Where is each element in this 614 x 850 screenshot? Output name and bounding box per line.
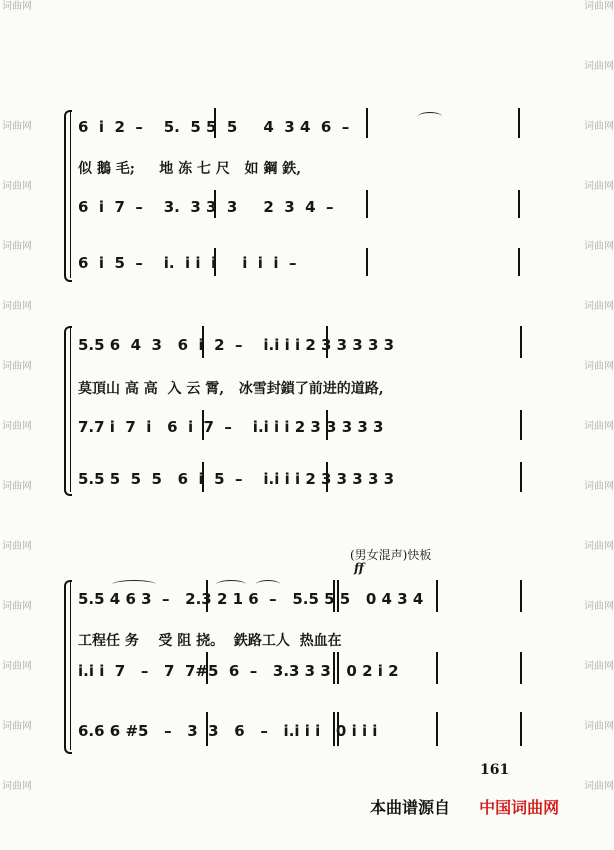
watermark-text: 词曲网 bbox=[584, 121, 614, 132]
slur bbox=[112, 580, 156, 589]
watermark-text: 词曲网 bbox=[584, 781, 614, 792]
slur bbox=[216, 580, 246, 589]
watermark-text: 词曲网 bbox=[584, 1, 614, 12]
watermark-text: 词曲网 bbox=[584, 721, 614, 732]
system-barline-start bbox=[70, 326, 71, 492]
notation-line-alto: 7.7 i 7 i 6 i 7 – i.i i i 2 3 3 3 3 3 bbox=[78, 418, 384, 436]
watermark-text: 词曲网 bbox=[2, 721, 32, 732]
page-number: 161 bbox=[480, 762, 510, 778]
barline bbox=[366, 190, 368, 218]
watermark-text: 词曲网 bbox=[2, 781, 32, 792]
watermark-text: 词曲网 bbox=[584, 601, 614, 612]
watermark-text: 词曲网 bbox=[584, 61, 614, 72]
barline bbox=[518, 108, 520, 138]
watermark-text: 词曲网 bbox=[584, 541, 614, 552]
barline bbox=[520, 462, 522, 492]
watermark-text: 词曲网 bbox=[2, 121, 32, 132]
watermark-text: 词曲网 bbox=[2, 541, 32, 552]
barline bbox=[436, 580, 438, 612]
watermark-text: 词曲网 bbox=[584, 181, 614, 192]
slur bbox=[418, 112, 442, 121]
barline bbox=[518, 190, 520, 218]
barline bbox=[520, 410, 522, 440]
watermark-text: 词曲网 bbox=[2, 661, 32, 672]
notation-line-soprano: 6 i 2 – 5. 5 5 5 4 3 4 6 – bbox=[78, 118, 350, 136]
notation-line-bass: 5.5 5 5 5 6 i 5 – i.i i i 2 3 3 3 3 3 bbox=[78, 470, 395, 488]
system-barline-start bbox=[70, 580, 71, 750]
watermark-text: 词曲网 bbox=[2, 481, 32, 492]
lyric-line: 工程任 务 受 阻 挠。 鉄路工人 热血在 bbox=[78, 633, 342, 649]
notation-line-bass: 6.6 6 #5 – 3 3 6 – i.i i i 0 i i i bbox=[78, 722, 378, 740]
watermark-text: 词曲网 bbox=[2, 1, 32, 12]
watermark-text: 词曲网 bbox=[584, 241, 614, 252]
barline bbox=[520, 652, 522, 684]
barline bbox=[436, 652, 438, 684]
watermark-text: 词曲网 bbox=[2, 181, 32, 192]
tempo-marking: (男女混声)快板 bbox=[350, 548, 432, 562]
watermark-left bbox=[0, 0, 32, 850]
watermark-text: 词曲网 bbox=[584, 421, 614, 432]
notation-line-alto: i.i i 7 – 7 7#5 6 – 3.3 3 3 0 2 i 2 bbox=[78, 662, 399, 680]
notation-line-alto: 6 i 7 – 3. 3 3 3 2 3 4 – bbox=[78, 198, 334, 216]
barline bbox=[520, 712, 522, 746]
watermark-text: 词曲网 bbox=[584, 361, 614, 372]
slur bbox=[256, 580, 280, 589]
barline bbox=[436, 712, 438, 746]
barline bbox=[518, 248, 520, 276]
watermark-text: 词曲网 bbox=[2, 601, 32, 612]
watermark-text: 词曲网 bbox=[584, 661, 614, 672]
footer-site-link[interactable]: 中国词曲网 bbox=[479, 798, 560, 817]
notation-line-soprano: 5.5 4 6 3 – 2.3 2 1 6 – 5.5 5 5 0 4 3 4 bbox=[78, 590, 424, 608]
footer-attribution bbox=[370, 795, 559, 818]
watermark-text: 词曲网 bbox=[2, 241, 32, 252]
watermark-text: 词曲网 bbox=[584, 481, 614, 492]
notation-line-soprano: 5.5 6 4 3 6 i 2 – i.i i i 2 3 3 3 3 3 bbox=[78, 336, 395, 354]
lyric-line: 莫頂山 高 高 入 云 霄, 冰雪封鎖了前进的道路, bbox=[78, 381, 384, 397]
barline bbox=[520, 326, 522, 358]
watermark-text: 词曲网 bbox=[2, 421, 32, 432]
barline bbox=[366, 248, 368, 276]
barline bbox=[366, 108, 368, 138]
watermark-text: 词曲网 bbox=[2, 361, 32, 372]
lyric-line: 似 鵝 毛; 地 冻 七 尺 如 鋼 鉄, bbox=[78, 161, 302, 177]
watermark-right bbox=[582, 0, 614, 850]
barline bbox=[520, 580, 522, 612]
notation-line-bass: 6 i 5 – i. i i i i i i – bbox=[78, 254, 297, 272]
watermark-text: 词曲网 bbox=[584, 301, 614, 312]
footer-source-label: 本曲谱源自 bbox=[370, 798, 451, 817]
watermark-text: 词曲网 bbox=[2, 301, 32, 312]
dynamic-marking: ff bbox=[354, 561, 364, 575]
system-barline-start bbox=[70, 110, 71, 278]
